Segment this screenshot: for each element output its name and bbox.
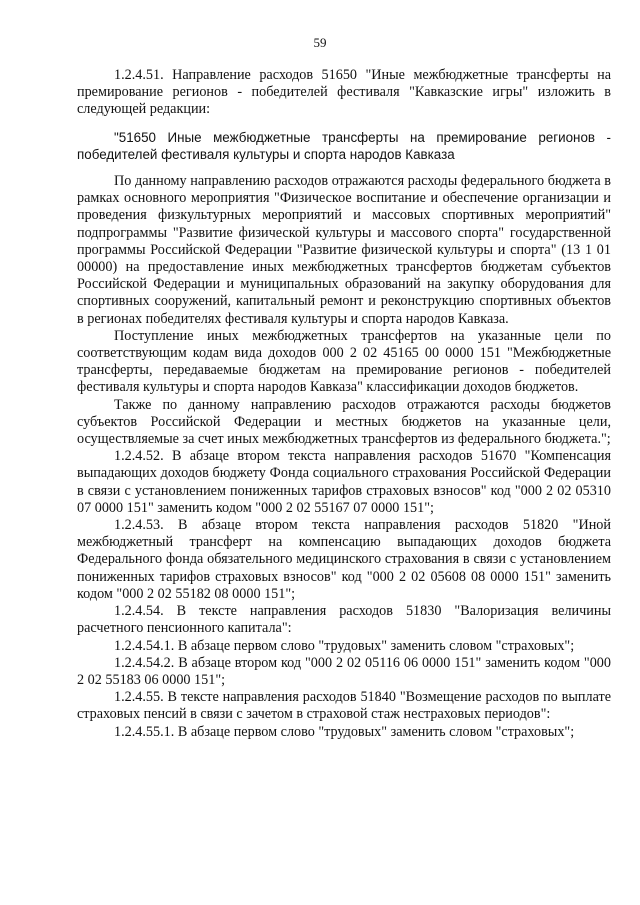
paragraph-1-2-4-55: 1.2.4.55. В тексте направления расходов 51840 "Возмещение расходов по выплате страховых пенсий в связи с зачетом в страховой стаж нестраховых периодов": — [77, 689, 611, 723]
paragraph-1-2-4-51: 1.2.4.51. Направление расходов 51650 "Иные межбюджетные трансферты на премирование регионов - победителей фестиваля "Кавказские игры" изложить в следующей редакции: — [77, 67, 611, 118]
quoted-heading-51650: "51650 Иные межбюджетные трансферты на премирование регионов - победителей фестиваля культуры и спорта народов Кавказа — [77, 129, 611, 162]
paragraph-description: По данному направлению расходов отражаются расходы федерального бюджета в рамках основного мероприятия "Физическое воспитание и обеспечение организации и проведения физкультурных мероприятий и массовых спортивных мероприятий" подпрограммы "Развитие физической культуры и массового спорта" государственной программы Российской Федерации "Развитие физической культуры и спорта" (13 1 01 00000) на предоставление иных межбюджетных трансфертов бюджетам субъектов Российской Федерации и муниципальных образований на закупку оборудования для спортивных сооружений, капитальный ремонт и реконструкцию спортивных объектов в регионах победителях фестиваля культуры и спорта народов Кавказа. — [77, 173, 611, 327]
paragraph-revenue: Поступление иных межбюджетных трансфертов на указанные цели по соответствующим кодам вида доходов 000 2 02 45165 00 0000 151 "Межбюджетные трансферты, передаваемые бюджетам на премирование регионов - победителей фестиваля культуры и спорта народов Кавказа" классификации доходов бюджетов. — [77, 327, 611, 396]
paragraph-1-2-4-55-1: 1.2.4.55.1. В абзаце первом слово "трудовых" заменить словом "страховых"; — [114, 723, 575, 740]
document-body — [77, 67, 611, 741]
paragraph-also: Также по данному направлению расходов отражаются расходы бюджетов субъектов Российской Федерации и местных бюджетов на указанные цели, осуществляемые за счет иных межбюджетных трансфертов из федерального бюджета."; — [77, 396, 611, 448]
paragraph-1-2-4-54: 1.2.4.54. В тексте направления расходов 51830 "Валоризация величины расчетного пенсионного капитала": — [77, 603, 611, 637]
paragraph-1-2-4-54-1: 1.2.4.54.1. В абзаце первом слово "трудовых" заменить словом "страховых"; — [114, 637, 575, 654]
paragraph-1-2-4-54-2: 1.2.4.54.2. В абзаце втором код "000 2 02 05116 06 0000 151" заменить кодом "000 2 02 55183 06 0000 151"; — [77, 654, 611, 688]
paragraph-1-2-4-52: 1.2.4.52. В абзаце втором текста направления расходов 51670 "Компенсация выпадающих доходов бюджету Фонда социального страхования Российской Федерации в связи с установлением пониженных тарифов страховых взносов" код "000 2 02 05310 07 0000 151" заменить кодом "000 2 02 55167 07 0000 151"; — [77, 448, 611, 516]
page-number: 59 — [313, 35, 327, 50]
paragraph-1-2-4-53: 1.2.4.53. В абзаце втором текста направления расходов 51820 "Иной межбюджетный трансферт на компенсацию выпадающих доходов бюджета Федерального фонда обязательного медицинского страхования в связи с установлением пониженных тарифов страховых взносов" код "000 2 02 05608 08 0000 151" заменить кодом "000 2 02 55182 08 0000 151"; — [77, 517, 611, 602]
